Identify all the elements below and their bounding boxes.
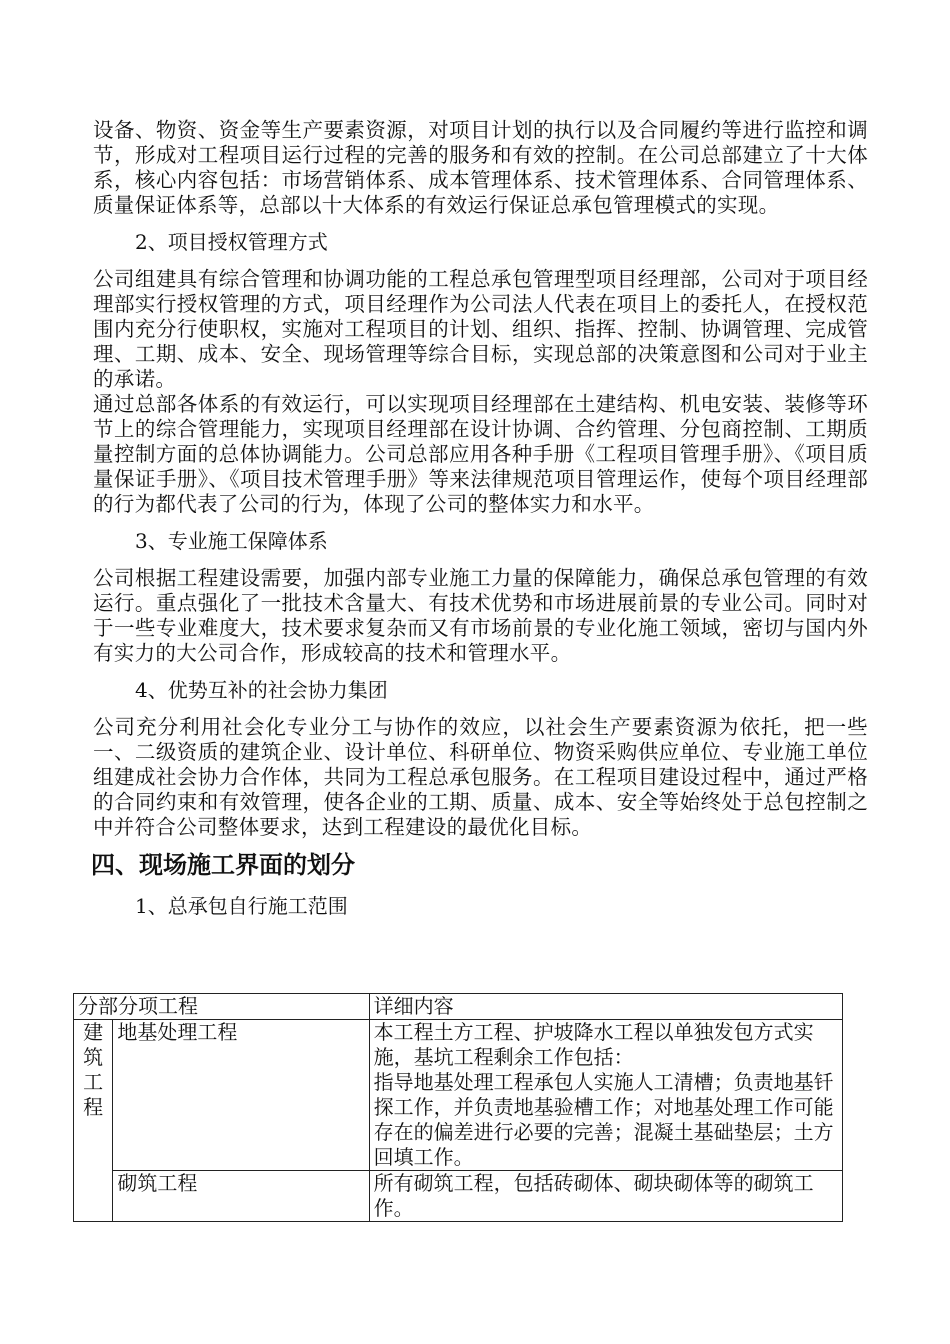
group-cell-building: [74, 1020, 113, 1222]
table-cell-name: 砌筑工程: [113, 1171, 369, 1222]
detail-text: 本工程土方工程、护坡降水工程以单独发包方式实施，基坑工程剩余工作包括：: [373, 1020, 814, 1069]
paragraph-system-operation: 通过总部各体系的有效运行，可以实现项目经理部在土建结构、机电安装、装修等环节上的综合管理能力，实现项目经理部在设计协调、合约管理、分包商控制、工期质量控制方面的总体协调能力。公司总部应用各种手册《工程项目管理手册》、《项目质量保证手册》、《项目技术管理手册》等来法律规范项目管理运作，使每个项目经理部的行为都代表了公司的行为，体现了公司的整体实力和水平。: [93, 392, 868, 516]
section-heading-interface-division: 四、现场施工界面的划分: [91, 851, 355, 879]
construction-scope-table: [73, 993, 843, 1222]
paragraph-social-cooperation: 公司充分利用社会化专业分工与协作的效应，以社会生产要素资源为依托，把一些一、二级资质的建筑企业、设计单位、科研单位、物资采购供应单位、专业施工单位组建成社会协力合作体，共同为工程总承包服务。在工程项目建设过程中，通过严格的合同约束和有效管理，使各企业的工期、质量、成本、安全等始终处于总包控制之中并符合公司整体要求，达到工程建设的最优化目标。: [93, 715, 868, 839]
item-social-cooperation: 4、优势互补的社会协力集团: [135, 678, 388, 702]
header-cell-detail: 详细内容: [369, 994, 842, 1020]
paragraph-project-department: 公司组建具有综合管理和协调功能的工程总承包管理型项目经理部，公司对于项目经理部实行授权管理的方式，项目经理作为公司法人代表在项目上的委托人，在授权范围内充分行使职权，实施对工程项目的计划、组织、指挥、控制、协调管理、完成管理、工期、成本、安全、现场管理等综合目标，实现总部的决策意图和公司对于业主的承诺。: [93, 267, 868, 391]
group-label: 建筑工程: [83, 1020, 104, 1119]
table-row: [74, 1171, 843, 1222]
table-cell-name: 地基处理工程: [113, 1020, 369, 1171]
paragraph-headquarters-systems: 设备、物资、资金等生产要素资源，对项目计划的执行以及合同履约等进行监控和调节，形成对工程项目运行过程的完善的服务和有效的控制。在公司总部建立了十大体系，核心内容包括：市场营销体系、成本管理体系、技术管理体系、合同管理体系、质量保证体系等，总部以十大体系的有效运行保证总承包管理模式的实现。: [93, 118, 868, 217]
header-cell-subitem: 分部分项工程: [74, 994, 370, 1020]
item-professional-construction: 3、专业施工保障体系: [135, 529, 328, 553]
detail-text: 指导地基处理工程承包人实施人工清槽；负责地基钎探工作，并负责地基验槽工作；对地基处理工作可能存在的偏差进行必要的完善；混凝土基础垫层；土方回填工作。: [373, 1070, 834, 1169]
detail-text: 所有砌筑工程，包括砖砌体、砌块砌体等的砌筑工作。: [373, 1171, 814, 1220]
table-row: [74, 1020, 843, 1171]
paragraph-professional-support: 公司根据工程建设需要，加强内部专业施工力量的保障能力，确保总承包管理的有效运行。重点强化了一批技术含量大、有技术优势和市场进展前景的专业公司。同时对于一些专业难度大，技术要求复杂而又有市场前景的专业化施工领域，密切与国内外有实力的大公司合作，形成较高的技术和管理水平。: [93, 566, 868, 665]
table-cell-detail: [369, 1171, 842, 1222]
table-header-row: [74, 994, 843, 1020]
table-cell-detail: [369, 1020, 842, 1171]
item-project-authorization: 2、项目授权管理方式: [135, 230, 328, 254]
document-body: [93, 118, 868, 919]
item-self-construction-scope: 1、总承包自行施工范围: [135, 894, 348, 918]
